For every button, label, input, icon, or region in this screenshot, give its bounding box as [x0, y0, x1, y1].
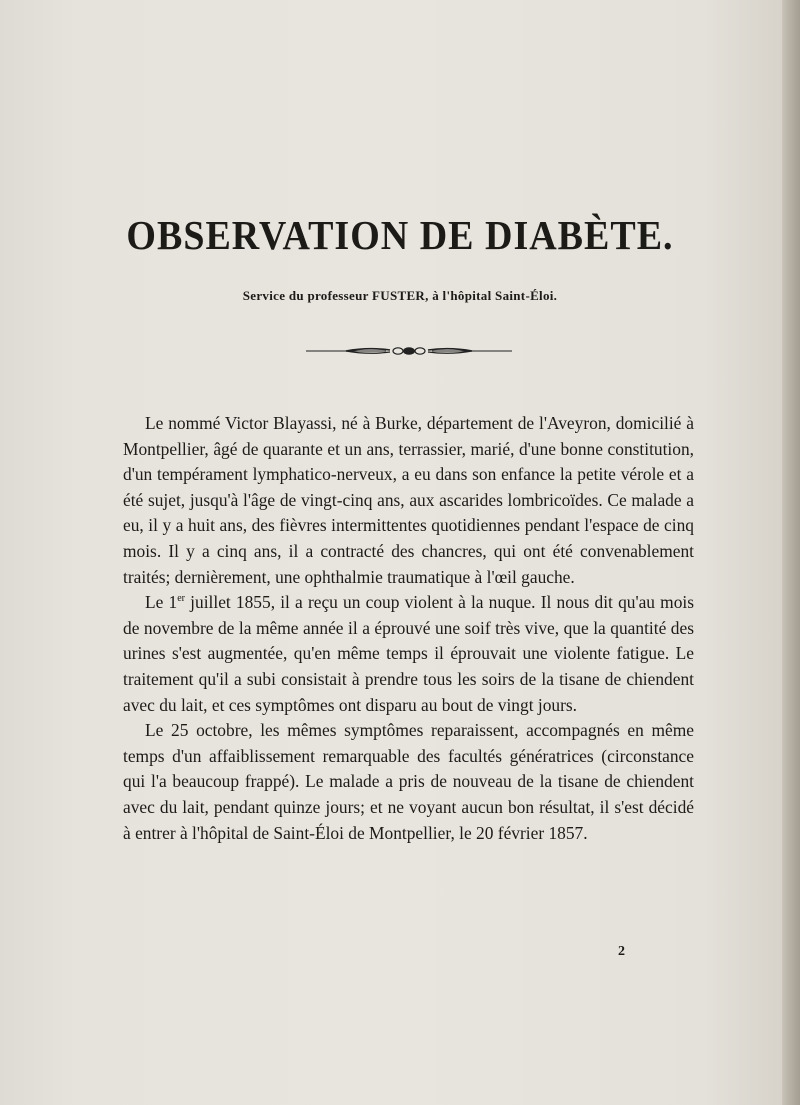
page-edge [782, 0, 800, 1105]
paragraph-2: Le 1er juillet 1855, il a reçu un coup violent à la nuque. Il nous dit qu'au mois de novembre de la même année il a éprouvé une soif très vive, que la quantité des urines s'est augmentée, qu'en même temps il éprouvait une violente fatigue. Le traitement qu'il a subi consistait à prendre tous les soirs de la tisane de chiendent avec du lait, et ces symptômes ont disparu au bout de vingt jours. [123, 592, 694, 715]
body-text [123, 411, 694, 846]
paragraph-1: Le nommé Victor Blayassi, né à Burke, département de l'Aveyron, domicilié à Montpellier, âgé de quarante et un ans, terrassier, marié, d'une bonne constitution, d'un tempérament lymphatico-nerveux, a eu dans son enfance la petite vérole et a été sujet, jusqu'à l'âge de vingt-cinq ans, aux ascarides lombricoïdes. Ce malade a eu, il y a huit ans, des fièvres intermittentes quotidiennes pendant l'espace de cinq mois. Il y a cinq ans, il a contracté des chancres, qui ont été convenablement traités; dernièrement, une ophthalmie traumatique à l'œil gauche. [123, 413, 694, 587]
paragraph-3: Le 25 octobre, les mêmes symptômes reparaissent, accompagnés en même temps d'un affaiblissement remarquable des facultés génératrices (circonstance qui l'a beaucoup frappé). Le malade a pris de nouveau de la tisane de chiendent avec du lait, pendant quinze jours; et ne voyant aucun bon résultat, il s'est décidé à entrer à l'hôpital de Saint-Éloi de Montpellier, le 20 février 1857. [123, 720, 694, 843]
page-subtitle: Service du professeur FUSTER, à l'hôpital Saint-Éloi. [242, 288, 558, 303]
page-title: OBSERVATION DE DIABÈTE. [126, 213, 674, 259]
ornament-divider-icon [306, 343, 512, 359]
folio-number: 2 [618, 944, 625, 959]
